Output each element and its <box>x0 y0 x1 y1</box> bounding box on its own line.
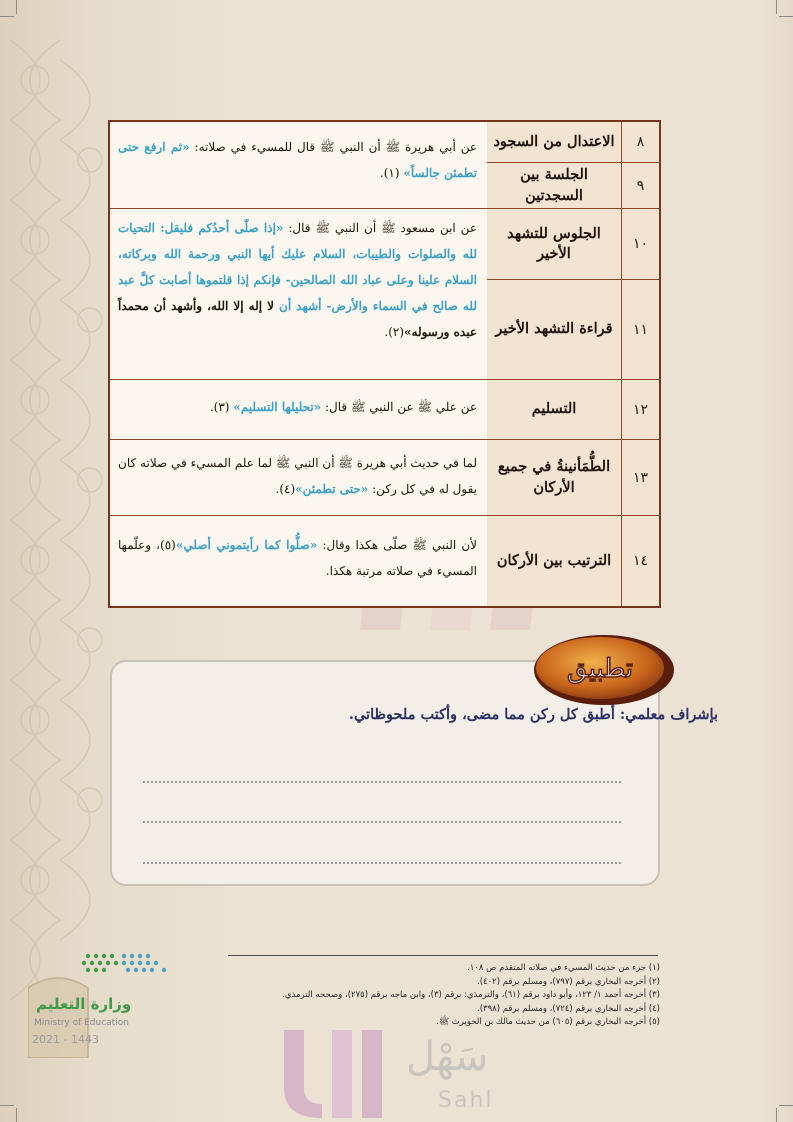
footnote: (٢) أخرجه البخاري برقم (٧٩٧)، ومسلم برقم (٤٠٢). <box>477 976 660 987</box>
evidence-text: لما في حديث أبي هريرة ﷺ أن النبي ﷺ لما علم المسيء في صلاته كان يقول له في كل ركن: <box>118 456 477 496</box>
pillars-table <box>108 120 661 608</box>
watermark-text-ar: سَهْل <box>406 1034 489 1080</box>
footnote: (٣) أخرجه أحمد ١/ ١٢٣، وأبو داود برقم (٦١)، والترمذي: برقم (٣)، وابن ماجه برقم (٢٧٥)، وصححه الترمذي. <box>282 990 660 1000</box>
row-number: ١٣ <box>622 440 659 516</box>
evidence-cell <box>110 440 487 516</box>
application-badge <box>528 630 676 708</box>
evidence-text: عن علي ﷺ عن النبي ﷺ قال: <box>321 400 477 414</box>
footnote-ref: (٥)، وعلّمها المسيء في صلاته مرتبة هكذا. <box>118 538 477 578</box>
pillar-name: التسليم <box>485 380 622 440</box>
pillar-name: الجلوس للتشهد الأخير <box>485 209 622 280</box>
evidence-cell <box>110 209 487 380</box>
row-number: ١٤ <box>622 516 659 606</box>
hadith-quote-end: لا إله إلا الله، وأشهد أن محمداً عبده ورسوله» <box>118 299 477 339</box>
footnote: (٤) أخرجه البخاري برقم (٧٢٤)، ومسلم برقم (٣٩٨). <box>477 1003 660 1014</box>
row-number: ٩ <box>622 163 659 209</box>
evidence-text: لأن النبي ﷺ صلّى هكذا وقال: <box>317 538 478 552</box>
pillar-name: الترتيب بين الأركان <box>485 516 622 606</box>
answer-line[interactable] <box>143 781 621 783</box>
evidence-text: عن ابن مسعود ﷺ أن النبي ﷺ قال: <box>283 221 477 235</box>
evidence-text: عن أبي هريرة ﷺ أن النبي ﷺ قال للمسيء في صلاته: <box>189 140 477 154</box>
answer-line[interactable] <box>143 821 621 823</box>
pillar-name: قراءة التشهد الأخير <box>485 280 622 380</box>
footnote-ref: (٤). <box>275 482 296 496</box>
crop-mark <box>779 1105 793 1106</box>
pillar-name: الاعتدال من السجود <box>485 122 622 163</box>
row-number: ١٠ <box>622 209 659 280</box>
ministry-name-ar: وزارة التعليم <box>36 995 132 1013</box>
crop-mark <box>779 16 793 17</box>
hadith-quote: «حتى تطمئن» <box>295 482 369 496</box>
hadith-quote: «صلُّوا كما رأيتموني أصلي» <box>175 538 318 552</box>
crop-mark <box>776 1108 777 1122</box>
application-instruction: بإشراف معلمي: أطبق كل ركن مما مضى، وأكتب ملحوظاتي. <box>348 706 718 723</box>
row-number: ٨ <box>622 122 659 163</box>
hadith-quote: «تحليلها التسليم» <box>233 400 322 414</box>
footnote-ref: (٢). <box>384 325 405 339</box>
edition-year: 2021 - 1443 <box>32 1033 99 1046</box>
evidence-cell <box>110 122 487 209</box>
hadith-quote: «ثم ارفع حتى تطمئن جالساً» <box>118 140 477 180</box>
footnote-ref: (٣). <box>209 400 234 414</box>
pillar-name: الطُّمَأنينةُ في جميع الأركان <box>485 440 622 516</box>
crop-mark <box>0 1105 14 1106</box>
evidence-cell <box>110 380 487 440</box>
crop-mark <box>16 1108 17 1122</box>
crop-mark <box>16 0 17 14</box>
crop-mark <box>0 16 14 17</box>
footnote-ref: (١). <box>379 166 404 180</box>
row-number: ١١ <box>622 280 659 380</box>
footnote-separator <box>228 955 658 956</box>
ministry-name-en: Ministry of Education <box>34 1018 129 1028</box>
watermark-text-en: Sahl <box>438 1088 494 1113</box>
footnote: (٥) أخرجه البخاري برقم (٦٠٥) من حديث مالك بن الحويرث ﷺ. <box>436 1017 660 1027</box>
badge-label: تطبيق <box>567 654 633 684</box>
crop-mark <box>776 0 777 14</box>
footnote: (١) جزء من حديث المسيء في صلاته المتقدم ص ١٠٨. <box>467 963 660 973</box>
evidence-cell <box>110 516 487 606</box>
answer-line[interactable] <box>143 862 621 864</box>
row-number: ١٢ <box>622 380 659 440</box>
hadith-quote: «إذا صلّى أحدُكم فليقل: التحيات لله والصلوات والطيبات، السلام عليك أيها النبي ورحمة الله وبركاته، السلام علينا وعلى عباد الله الصالحين- فإنكم إذا قلتموها أصابت كلَّ عبد لله صالح في السماء والأرض- أشهد أن <box>118 221 477 313</box>
pillar-name: الجلسة بين السجدتين <box>485 163 622 209</box>
